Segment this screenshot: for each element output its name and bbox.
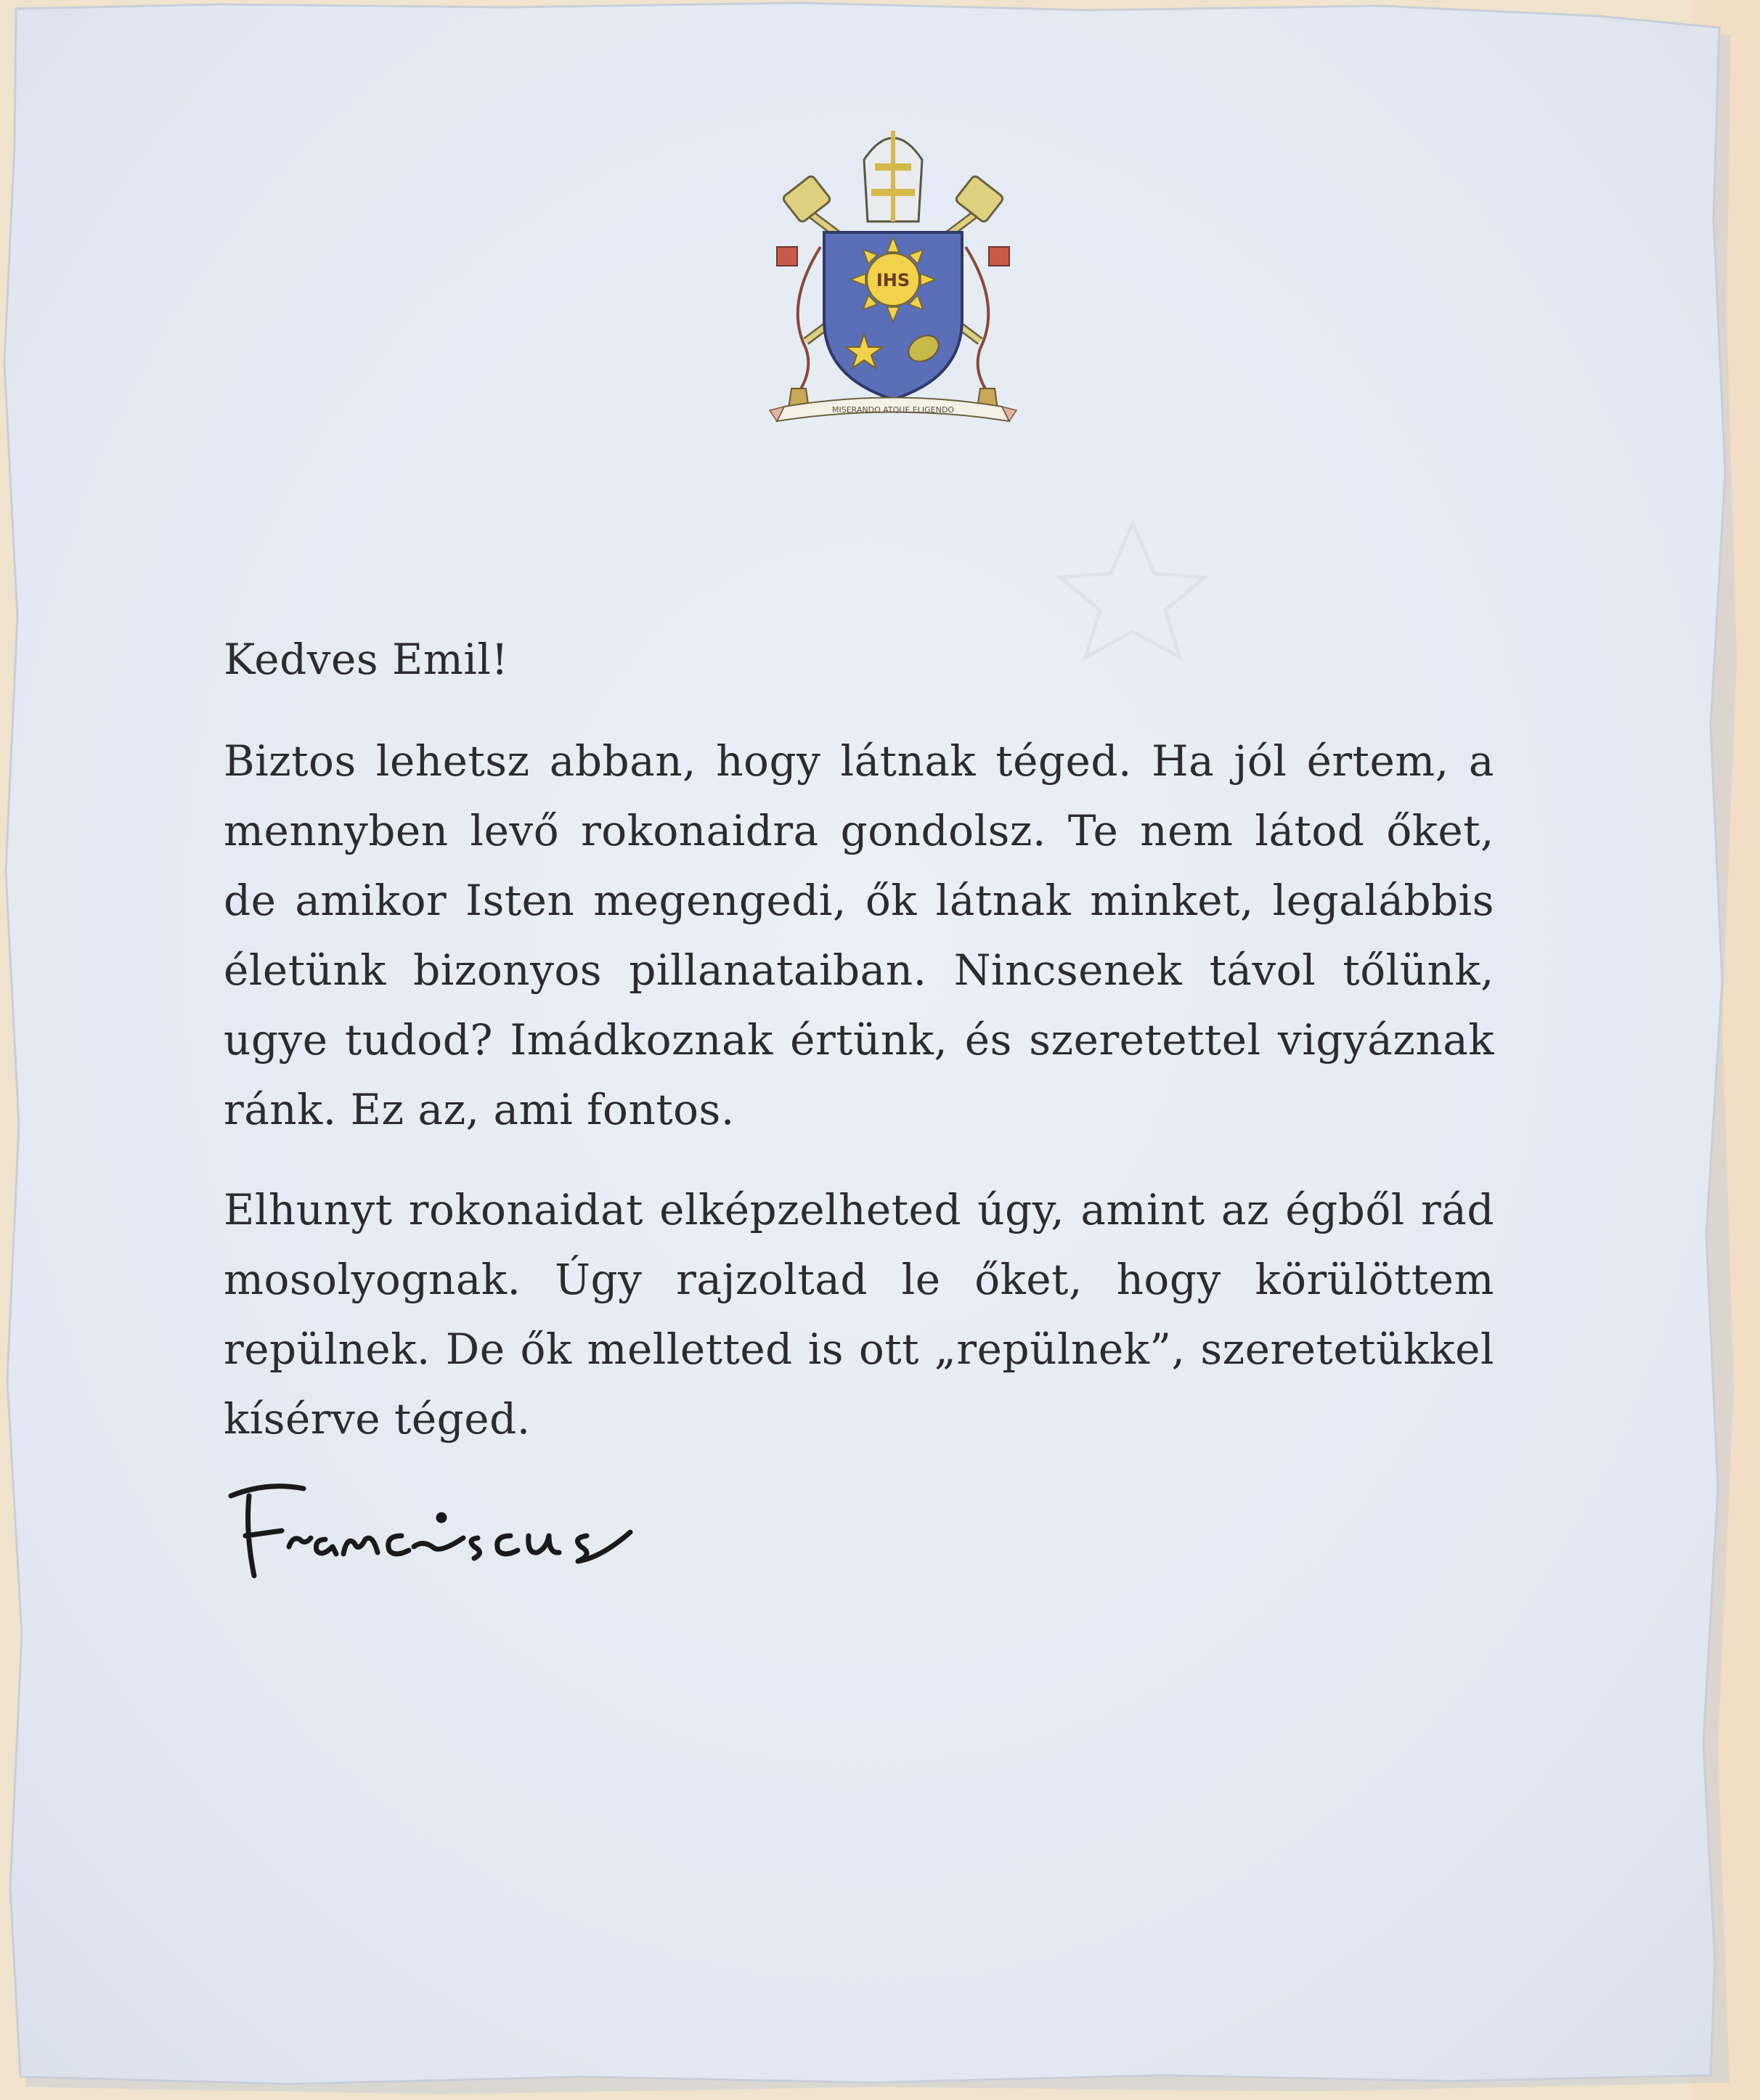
motto-ribbon-text: MISERANDO ATQUE ELIGENDO	[832, 405, 954, 415]
papal-coat-of-arms-icon	[755, 102, 1031, 436]
letter-body	[224, 624, 1494, 1484]
handwritten-signature	[224, 1467, 703, 1598]
salutation: Kedves Emil!	[224, 635, 509, 684]
paragraph-1: Biztos lehetsz abban, hogy látnak téged. Ha jól értem, a mennyben levő rokonaidra gondolsz. Te nem látod őket, de amikor Isten megengedi, ők látnak minket, legalábbis életünk bizonyos pillanataiban. Nincsenek távol tőlünk, ugye tudod? Imádkoznak értünk, és szeretettel vigyáznak ránk. Ez az, ami fontos.	[224, 736, 1494, 1134]
paragraph-2: Elhunyt rokonaidat elképzelheted úgy, amint az égből rád mosolyognak. Úgy rajzoltad le őket, hogy körülöttem repülnek. De ők melletted is ott „repülnek”, szeretetükkel kísérve téged.	[224, 1185, 1494, 1444]
svg-text:IHS: IHS	[876, 270, 910, 290]
